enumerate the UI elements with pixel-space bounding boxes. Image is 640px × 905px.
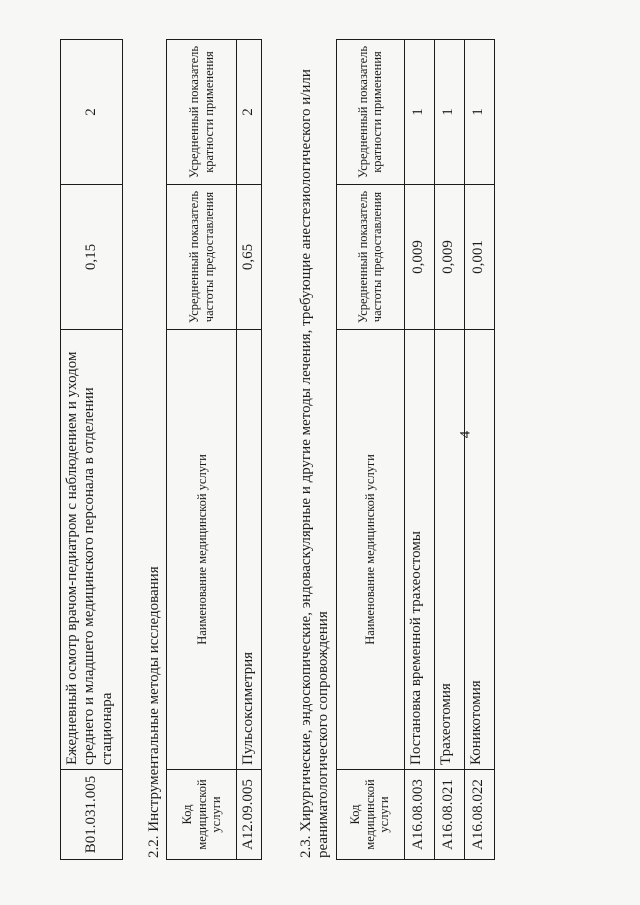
table-header-row [336, 40, 404, 860]
header-name: Наименование медицинской услуги [336, 330, 404, 770]
frequency-value: 0,009 [434, 185, 464, 330]
multiplicity-value: 2 [237, 40, 261, 185]
header-multiplicity: Усредненный показатель кратности применения [336, 40, 404, 185]
section-2-3-table [336, 39, 495, 860]
frequency-value: 0,65 [237, 185, 261, 330]
frequency-value: 0,15 [61, 185, 123, 330]
header-code: Код медицинской услуги [336, 770, 404, 860]
table-row [237, 40, 261, 860]
page-number: 4 [457, 430, 474, 439]
table-row [434, 40, 464, 860]
service-code: A16.08.003 [404, 770, 434, 860]
service-name: Постановка временной трахеостомы [404, 330, 434, 770]
multiplicity-value: 1 [464, 40, 494, 185]
section-title: 2.3. Хирургические, эндоскопические, эндоваскулярные и другие методы лечения, требующие анестезиологического и/или реаниматологического сопровождения [298, 69, 332, 858]
section-title: 2.2. Инструментальные методы исследования [146, 566, 162, 858]
service-code: A16.08.021 [434, 770, 464, 860]
table-row [464, 40, 494, 860]
service-name: Пульсоксиметрия [237, 330, 261, 770]
header-multiplicity: Усредненный показатель кратности применения [167, 40, 237, 185]
frequency-value: 0,009 [404, 185, 434, 330]
rotated-content [60, 40, 487, 860]
service-name: Коникотомия [464, 330, 494, 770]
table-row [404, 40, 434, 860]
frequency-value: 0,001 [464, 185, 494, 330]
service-code: A12.09.005 [237, 770, 261, 860]
multiplicity-value: 2 [61, 40, 123, 185]
header-code: Код медицинской услуги [167, 770, 237, 860]
header-frequency: Усредненный показатель частоты предоставления [336, 185, 404, 330]
table-header-row [167, 40, 237, 860]
service-code: A16.08.022 [464, 770, 494, 860]
service-name: Ежедневный осмотр врачом-педиатром с наблюдением и уходом среднего и младшего медицинского персонала в отделении стационара [61, 330, 123, 770]
section-2-3 [296, 40, 495, 860]
continuation-table [60, 39, 123, 860]
multiplicity-value: 1 [434, 40, 464, 185]
service-code: B01.031.005 [61, 770, 123, 860]
header-frequency: Усредненный показатель частоты предоставления [167, 185, 237, 330]
table-row [61, 40, 123, 860]
continuation-block [60, 40, 123, 860]
section-2-2-table [166, 39, 261, 860]
section-2-2 [144, 40, 262, 860]
multiplicity-value: 1 [404, 40, 434, 185]
service-name: Трахеотомия [434, 330, 464, 770]
header-name: Наименование медицинской услуги [167, 330, 237, 770]
